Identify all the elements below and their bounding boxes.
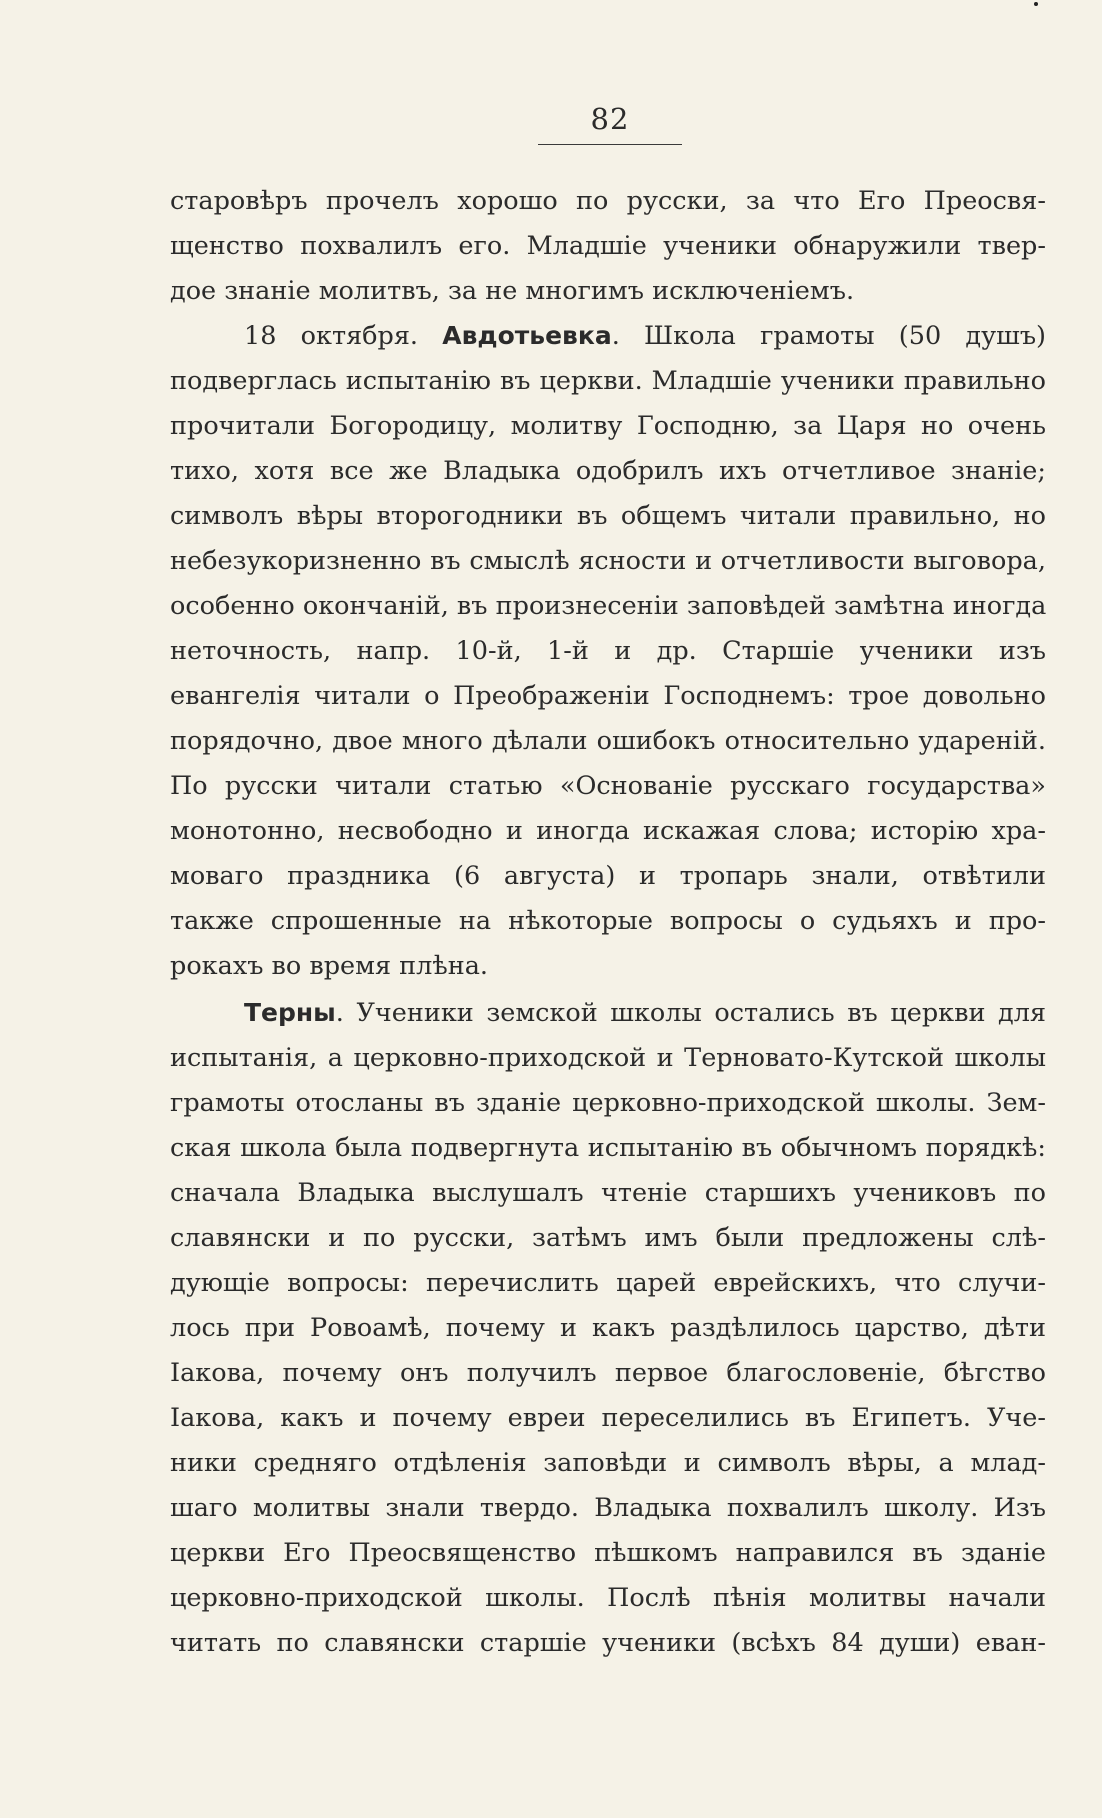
text-line: дое знаніе молитвъ, за не многимъ исключеніемъ. xyxy=(170,276,855,306)
header-rule xyxy=(538,144,682,145)
text-line: Іакова, почему онъ получилъ первое благословеніе, бѣгство xyxy=(170,1358,1046,1388)
text-line: моваго праздника (6 августа) и тропарь знали, отвѣтили xyxy=(170,861,1046,891)
text-line: лось при Ровоамѣ, почему и какъ раздѣлилось царство, дѣти xyxy=(170,1313,1046,1343)
text-line: сначала Владыка выслушалъ чтеніе старшихъ учениковъ по xyxy=(170,1178,1046,1208)
text-line: читать по славянски старшіе ученики (всѣхъ 84 души) еван- xyxy=(170,1628,1046,1658)
text-fragment: . Школа грамоты (50 душъ) xyxy=(611,321,1046,351)
text-line: дующіе вопросы: перечислить царей еврейскихъ, что случи- xyxy=(170,1268,1046,1298)
text-line: прочитали Богородицу, молитву Господню, за Царя но очень xyxy=(170,411,1046,441)
village-heading: Авдотьевка xyxy=(442,321,612,350)
date-text: 18 октября. xyxy=(244,321,443,351)
ink-speck xyxy=(1034,2,1038,6)
paragraph-first-line xyxy=(170,996,1046,1030)
text-line: порядочно, двое много дѣлали ошибокъ относительно удареній. xyxy=(170,726,1046,756)
text-line: символъ вѣры второгодники въ общемъ читали правильно, но xyxy=(170,501,1046,531)
text-line: неточность, напр. 10-й, 1-й и др. Старшіе ученики изъ xyxy=(170,636,1046,666)
text-line: По русски читали статью «Основаніе русскаго государства» xyxy=(170,771,1046,801)
text-line: грамоты отосланы въ зданіе церковно-приходской школы. Зем- xyxy=(170,1088,1046,1118)
page-number: 82 xyxy=(590,102,630,136)
text-line: также спрошенные на нѣкоторые вопросы о судьяхъ и про- xyxy=(170,906,1046,936)
text-line: старовѣръ прочелъ хорошо по русски, за что Его Преосвя- xyxy=(170,186,1046,216)
text-line: славянски и по русски, затѣмъ имъ были предложены слѣ- xyxy=(170,1223,1046,1253)
paragraph-first-line xyxy=(170,319,1046,353)
text-line: тихо, хотя все же Владыка одобрилъ ихъ отчетливое знаніе; xyxy=(170,456,1046,486)
text-line: ская школа была подвергнута испытанію въ обычномъ порядкѣ: xyxy=(170,1133,1046,1163)
text-line: ники средняго отдѣленія заповѣди и символъ вѣры, а млад- xyxy=(170,1448,1046,1478)
text-line: Іакова, какъ и почему евреи переселились въ Египетъ. Уче- xyxy=(170,1403,1046,1433)
text-line: евангелія читали о Преображеніи Господнемъ: трое довольно xyxy=(170,681,1046,711)
text-line: небезукоризненно въ смыслѣ ясности и отчетливости выговора, xyxy=(170,546,1046,576)
text-line: подверглась испытанію въ церкви. Младшіе ученики правильно xyxy=(170,366,1046,396)
text-line: церковно-приходской школы. Послѣ пѣнія молитвы начали xyxy=(170,1583,1046,1613)
text-line: церкви Его Преосвященство пѣшкомъ направился въ зданіе xyxy=(170,1538,1046,1568)
text-fragment: . Ученики земской школы остались въ церкви для xyxy=(335,998,1046,1028)
text-line: щенство похвалилъ его. Младшіе ученики обнаружили твер- xyxy=(170,231,1046,261)
text-line: рокахъ во время плѣна. xyxy=(170,951,489,981)
text-line: особенно окончаній, въ произнесеніи заповѣдей замѣтна иногда xyxy=(170,591,1046,621)
village-heading: Терны xyxy=(244,998,336,1027)
text-line: монотонно, несвободно и иногда искажая слова; исторію хра- xyxy=(170,816,1046,846)
text-line: шаго молитвы знали твердо. Владыка похвалилъ школу. Изъ xyxy=(170,1493,1046,1523)
text-line: испытанія, а церковно-приходской и Терновато-Кутской школы xyxy=(170,1043,1046,1073)
